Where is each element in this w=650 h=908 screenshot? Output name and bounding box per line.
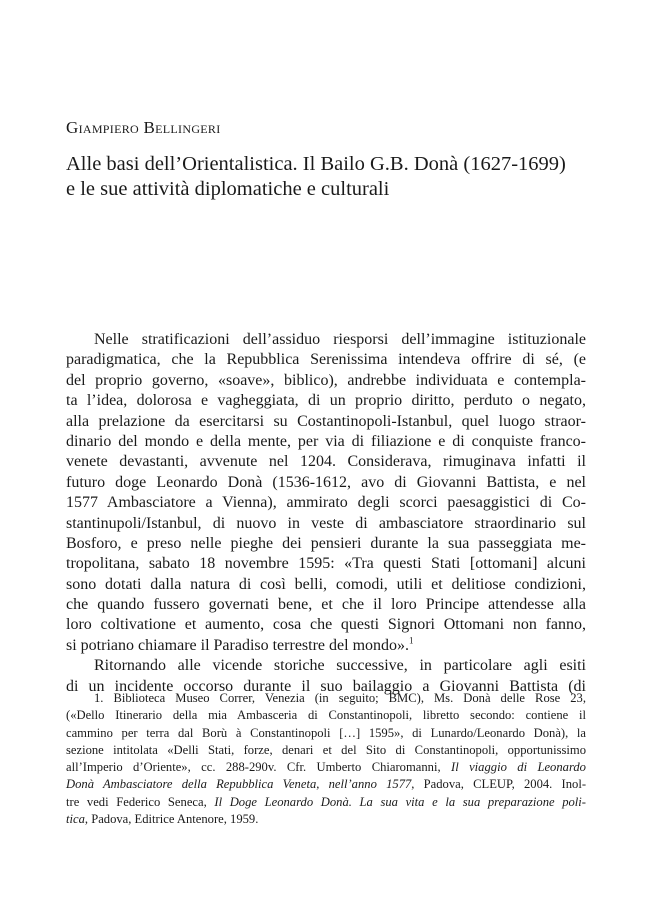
body-line: Nelle stratificazioni dell’assiduo riesporsi dell’immagine istituzionale [94,331,586,348]
body-line: Ritornando alle vicende storiche successive, in particolare agli esiti [94,657,586,675]
article-title [66,152,606,202]
footnote-line: 1. Biblioteca Museo Correr, Venezia (in seguito; BMC), Ms. Donà delle Rose 23, [94,691,586,705]
body-text [66,330,586,697]
body-line: tropolitana, sabato 18 novembre 1595: «Tra questi Stati [ottomani] alcuni [66,555,586,573]
body-line: Bosforo, e preso nelle pieghe dei pensieri durante la sua passeggiata me- [66,534,586,552]
body-line: paradigmatica, che la Repubblica Serenissima intendeva offrire di sé, (e [66,351,586,369]
footnote-italic-title: Il viaggio di Leonardo [451,760,586,775]
footnote-text: , Padova, CLEUP, 2004. Inol- [411,777,587,792]
footnote-line: («Dello Itinerario della mia Ambasceria di Constantinopoli, libretto secondo: contiene il [66,708,586,723]
body-line: stantinupoli/Istanbul, di nuovo in veste di ambasciatore straordinario sul [66,514,586,532]
body-line-text: si potriano chiamare il Paradiso terrestre del mondo». [66,636,410,654]
author-name: Giampiero Bellingeri [66,118,221,137]
title-line-2: e le sue attività diplomatiche e culturali [66,178,390,200]
footnote-line [66,811,586,828]
footnote-text: , Padova, Editrice Antenore, 1959. [84,812,259,827]
footnote-italic-title: tica [66,812,85,827]
footnote-line: cammino per terra dal Borù à Constantinopoli […] 1595», di Lunardo/Leonardo Donà), la [66,725,586,740]
footnote-line [66,776,586,793]
body-line: futuro doge Leonardo Donà (1536-1612, avo di Giovanni Battista, e nel [66,473,586,491]
body-line: dinario del mondo e della mente, per via di filiazione e di conquiste franco- [66,432,586,450]
body-line: di un incidente occorso durante il suo bailaggio a Giovanni Battista (di [66,677,586,695]
footnote-italic-title: Donà Ambasciatore della Repubblica Veneta, nell’anno 1577 [66,777,412,792]
footnote-line: sezione intitolata «Delli Stati, forze, denari et del Sito di Constantinopoli, opportunissimo [66,742,586,757]
body-line: che quando fussero governati bene, et che il loro Principe attendesse alla [66,596,586,614]
body-line: venete devastanti, avvenute nel 1204. Considerava, rimuginava infatti il [66,453,586,471]
title-line-1: Alle basi dell’Orientalistica. Il Bailo G.B. Donà (1627-1699) [66,153,566,175]
footnote-reference[interactable]: 1 [409,635,414,646]
body-line: alla prelazione da esercitarsi su Costantinopoli-Istanbul, quel luogo straor- [66,412,586,430]
body-line: 1577 Ambasciatore a Vienna), ammirato degli scorci paesaggistici di Co- [66,494,586,512]
footnotes [66,690,586,828]
footnote-text: all’Imperio d’Oriente», cc. 288-290v. Cfr. Umberto Chiaromanni, [66,760,451,775]
footnote-italic-title: Il Doge Leonardo Donà. La sua vita e la sua preparazione poli- [214,794,586,809]
body-line: sono dotati dalla natura di così belli, comodi, utili et delitiose condizioni, [66,575,586,593]
body-line: loro coltivatione et aumento, cosa che questi Signori Ottomani non fanno, [66,616,586,634]
body-line: del proprio governo, «soave», biblico), andrebbe individuata e contempla- [66,371,586,389]
body-line: ta l’idea, dolorosa e vagheggiata, di un proprio diritto, perduto o negato, [66,392,586,410]
footnote-line [66,759,586,776]
footnote-text: tre vedi Federico Seneca, [66,794,215,809]
body-line-with-footnote [66,636,586,656]
footnote-line [66,794,586,811]
